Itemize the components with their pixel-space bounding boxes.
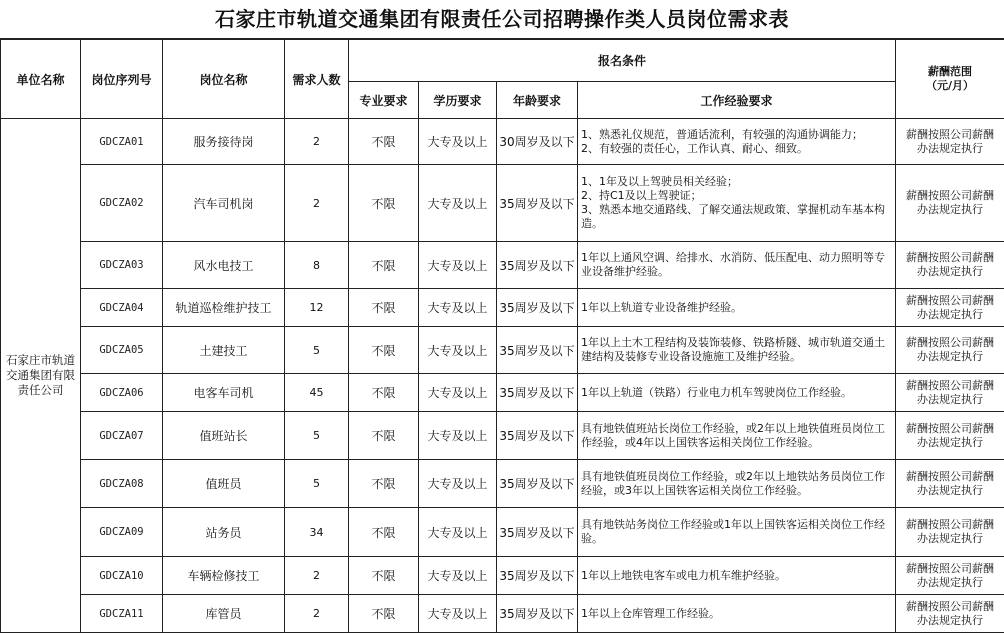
- job-seq: GDCZA02: [81, 165, 163, 242]
- job-age: 35周岁及以下: [497, 412, 578, 460]
- job-seq: GDCZA04: [81, 289, 163, 327]
- job-major: 不限: [349, 374, 419, 412]
- job-name: 站务员: [163, 508, 285, 557]
- job-salary: 薪酬按照公司薪酬 办法规定执行: [896, 508, 1004, 557]
- job-edu: 大专及以上: [419, 119, 497, 165]
- job-count: 2: [285, 165, 349, 242]
- job-major: 不限: [349, 327, 419, 374]
- job-salary: 薪酬按照公司薪酬 办法规定执行: [896, 242, 1004, 289]
- job-age: 30周岁及以下: [497, 119, 578, 165]
- job-salary: 薪酬按照公司薪酬 办法规定执行: [896, 374, 1004, 412]
- job-name: 风水电技工: [163, 242, 285, 289]
- job-salary: 薪酬按照公司薪酬 办法规定执行: [896, 165, 1004, 242]
- header-name: 岗位名称: [163, 40, 285, 119]
- header-salary: 薪酬范围 （元/月）: [896, 40, 1004, 119]
- job-edu: 大专及以上: [419, 557, 497, 595]
- job-name: 值班员: [163, 460, 285, 508]
- job-count: 2: [285, 119, 349, 165]
- job-edu: 大专及以上: [419, 595, 497, 633]
- job-seq: GDCZA10: [81, 557, 163, 595]
- job-experience: 具有地铁站务岗位工作经验或1年以上国铁客运相关岗位工作经验。: [578, 508, 896, 557]
- job-name: 土建技工: [163, 327, 285, 374]
- job-salary: 薪酬按照公司薪酬 办法规定执行: [896, 412, 1004, 460]
- job-seq: GDCZA07: [81, 412, 163, 460]
- header-major: 专业要求: [349, 82, 419, 119]
- job-edu: 大专及以上: [419, 508, 497, 557]
- job-age: 35周岁及以下: [497, 374, 578, 412]
- job-major: 不限: [349, 460, 419, 508]
- job-count: 8: [285, 242, 349, 289]
- job-seq: GDCZA09: [81, 508, 163, 557]
- header-seq: 岗位序列号: [81, 40, 163, 119]
- job-name: 车辆检修技工: [163, 557, 285, 595]
- job-salary: 薪酬按照公司薪酬 办法规定执行: [896, 327, 1004, 374]
- job-age: 35周岁及以下: [497, 327, 578, 374]
- job-edu: 大专及以上: [419, 165, 497, 242]
- job-major: 不限: [349, 289, 419, 327]
- job-count: 34: [285, 508, 349, 557]
- job-experience: 1年以上地铁电客车或电力机车维护经验。: [578, 557, 896, 595]
- job-count: 2: [285, 595, 349, 633]
- job-age: 35周岁及以下: [497, 289, 578, 327]
- job-name: 电客车司机: [163, 374, 285, 412]
- job-major: 不限: [349, 508, 419, 557]
- header-conditions: 报名条件: [349, 40, 896, 82]
- job-seq: GDCZA11: [81, 595, 163, 633]
- job-experience: 1年以上轨道（铁路）行业电力机车驾驶岗位工作经验。: [578, 374, 896, 412]
- job-name: 值班站长: [163, 412, 285, 460]
- job-age: 35周岁及以下: [497, 508, 578, 557]
- header-unit: 单位名称: [1, 40, 81, 119]
- job-experience: 1年以上土木工程结构及装饰装修、铁路桥隧、城市轨道交通土建结构及装修专业设备设施施工及维护经验。: [578, 327, 896, 374]
- job-seq: GDCZA06: [81, 374, 163, 412]
- job-count: 45: [285, 374, 349, 412]
- job-count: 5: [285, 327, 349, 374]
- job-edu: 大专及以上: [419, 460, 497, 508]
- job-seq: GDCZA05: [81, 327, 163, 374]
- job-major: 不限: [349, 557, 419, 595]
- header-experience: 工作经验要求: [578, 82, 896, 119]
- job-experience: 具有地铁值班站长岗位工作经验，或2年以上地铁值班员岗位工作经验，或4年以上国铁客运相关岗位工作经验。: [578, 412, 896, 460]
- job-seq: GDCZA03: [81, 242, 163, 289]
- job-edu: 大专及以上: [419, 374, 497, 412]
- job-experience: 具有地铁值班员岗位工作经验，或2年以上地铁站务员岗位工作经验，或3年以上国铁客运相关岗位工作经验。: [578, 460, 896, 508]
- job-major: 不限: [349, 412, 419, 460]
- job-edu: 大专及以上: [419, 412, 497, 460]
- job-name: 汽车司机岗: [163, 165, 285, 242]
- job-major: 不限: [349, 119, 419, 165]
- job-count: 12: [285, 289, 349, 327]
- job-name: 轨道巡检维护技工: [163, 289, 285, 327]
- job-count: 5: [285, 412, 349, 460]
- job-major: 不限: [349, 242, 419, 289]
- job-salary: 薪酬按照公司薪酬 办法规定执行: [896, 289, 1004, 327]
- job-experience: 1年以上通风空调、给排水、水消防、低压配电、动力照明等专业设备维护经验。: [578, 242, 896, 289]
- job-salary: 薪酬按照公司薪酬 办法规定执行: [896, 557, 1004, 595]
- header-edu: 学历要求: [419, 82, 497, 119]
- job-seq: GDCZA08: [81, 460, 163, 508]
- job-salary: 薪酬按照公司薪酬 办法规定执行: [896, 119, 1004, 165]
- page-title: 石家庄市轨道交通集团有限责任公司招聘操作类人员岗位需求表: [0, 0, 1004, 39]
- job-requirements-table: [0, 39, 1004, 633]
- job-count: 5: [285, 460, 349, 508]
- job-age: 35周岁及以下: [497, 242, 578, 289]
- job-edu: 大专及以上: [419, 327, 497, 374]
- job-experience: 1年以上仓库管理工作经验。: [578, 595, 896, 633]
- job-salary: 薪酬按照公司薪酬 办法规定执行: [896, 460, 1004, 508]
- job-age: 35周岁及以下: [497, 557, 578, 595]
- job-major: 不限: [349, 165, 419, 242]
- job-edu: 大专及以上: [419, 242, 497, 289]
- job-count: 2: [285, 557, 349, 595]
- job-seq: GDCZA01: [81, 119, 163, 165]
- job-major: 不限: [349, 595, 419, 633]
- job-edu: 大专及以上: [419, 289, 497, 327]
- job-experience: 1年以上轨道专业设备维护经验。: [578, 289, 896, 327]
- job-experience: 1、熟悉礼仪规范，普通话流利，有较强的沟通协调能力； 2、有较强的责任心，工作认真、耐心、细致。: [578, 119, 896, 165]
- header-count: 需求人数: [285, 40, 349, 119]
- job-age: 35周岁及以下: [497, 460, 578, 508]
- job-age: 35周岁及以下: [497, 165, 578, 242]
- job-name: 服务接待岗: [163, 119, 285, 165]
- header-age: 年龄要求: [497, 82, 578, 119]
- job-salary: 薪酬按照公司薪酬 办法规定执行: [896, 595, 1004, 633]
- job-name: 库管员: [163, 595, 285, 633]
- job-experience: 1、1年及以上驾驶员相关经验； 2、持C1及以上驾驶证； 3、熟悉本地交通路线、了解交通法规政策、掌握机动车基本构造。: [578, 165, 896, 242]
- job-age: 35周岁及以下: [497, 595, 578, 633]
- unit-name-cell: 石家庄市轨道交通集团有限责任公司: [1, 119, 81, 633]
